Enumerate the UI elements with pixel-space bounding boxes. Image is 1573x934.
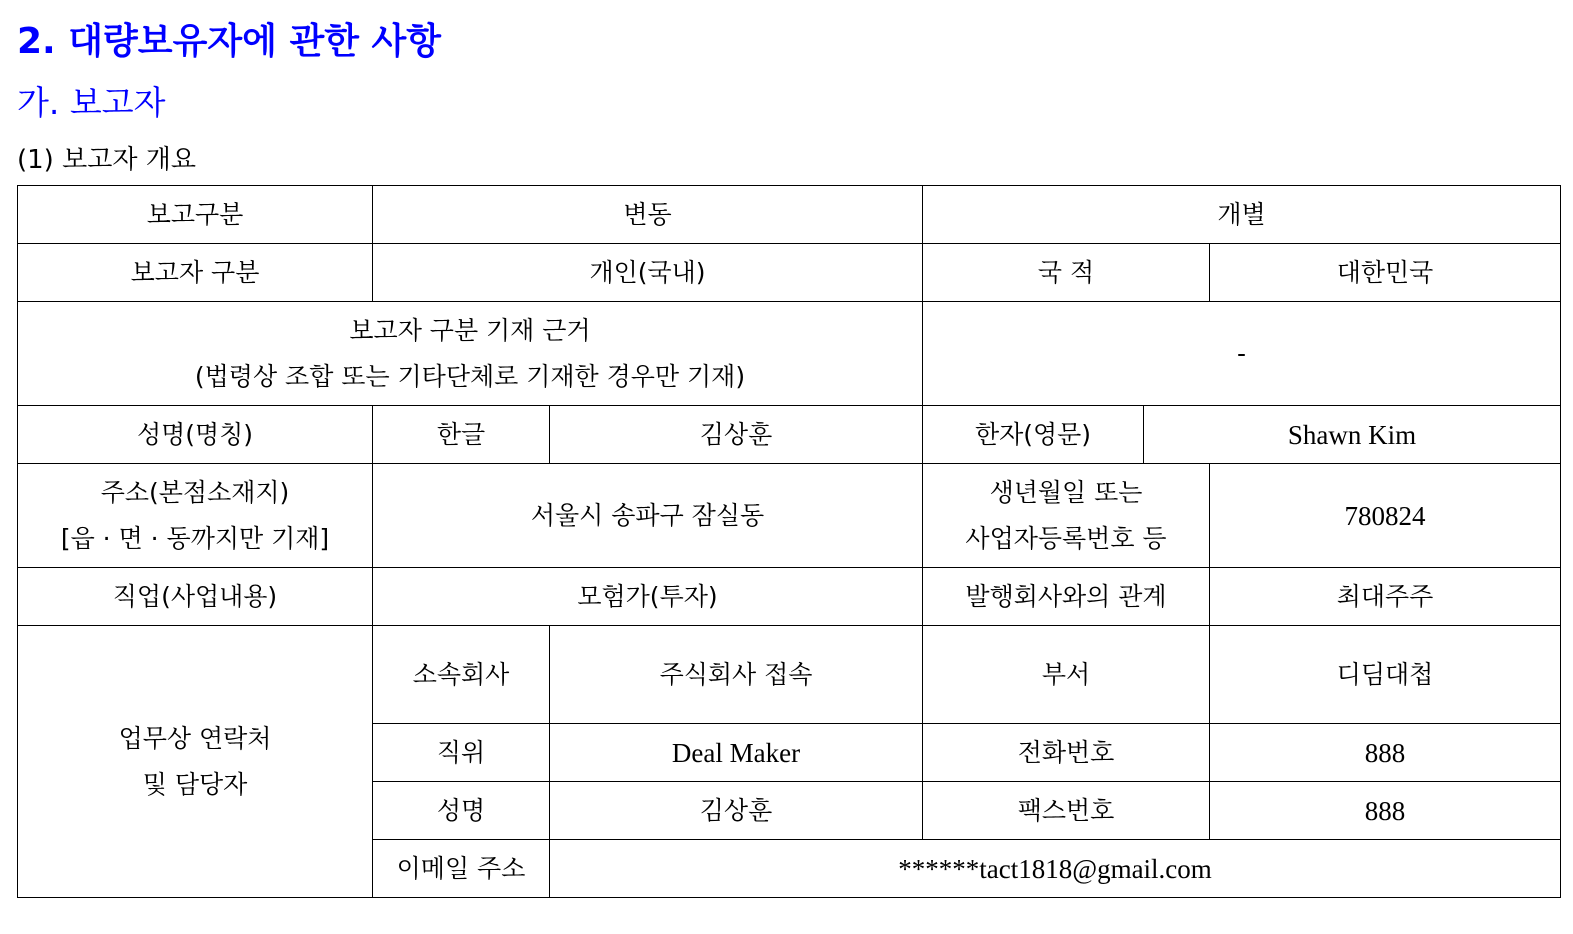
english-name: Shawn Kim <box>1144 406 1561 464</box>
korean-label: 한글 <box>373 406 550 464</box>
table-row <box>18 568 1561 626</box>
address-label-line2: [읍 · 면 · 동까지만 기재] <box>60 523 330 553</box>
table-row <box>18 186 1561 244</box>
address-label-line1: 주소(본점소재지) <box>100 477 290 507</box>
company-value: 주식회사 접속 <box>550 626 923 724</box>
table-row <box>18 244 1561 302</box>
contact-name-value: 김상훈 <box>550 782 923 840</box>
address-value: 서울시 송파구 잠실동 <box>373 464 923 568</box>
relation-label: 발행회사와의 관계 <box>923 568 1210 626</box>
contact-label-line1: 업무상 연락처 <box>118 723 272 753</box>
table-row <box>18 464 1561 568</box>
occupation-label: 직업(사업내용) <box>18 568 373 626</box>
basis-label-line1: 보고자 구분 기재 근거 <box>349 315 591 345</box>
company-label: 소속회사 <box>373 626 550 724</box>
contact-name-label: 성명 <box>373 782 550 840</box>
department-label: 부서 <box>923 626 1210 724</box>
table-row <box>18 626 1561 724</box>
basis-label <box>18 302 923 406</box>
fax-value: 888 <box>1210 782 1561 840</box>
nationality-value: 대한민국 <box>1210 244 1561 302</box>
phone-value: 888 <box>1210 724 1561 782</box>
report-type-change: 변동 <box>373 186 923 244</box>
address-label <box>18 464 373 568</box>
contact-label <box>18 626 373 898</box>
reporter-type-value: 개인(국내) <box>373 244 923 302</box>
table-title: (1) 보고자 개요 <box>17 145 196 175</box>
section-title: 2. 대량보유자에 관한 사항 <box>17 21 442 62</box>
email-label: 이메일 주소 <box>373 840 550 898</box>
phone-label: 전화번호 <box>923 724 1210 782</box>
subsection-title: 가. 보고자 <box>17 83 166 122</box>
fax-label: 팩스번호 <box>923 782 1210 840</box>
birth-label-line1: 생년월일 또는 <box>989 477 1143 507</box>
report-type-individual: 개별 <box>923 186 1561 244</box>
birth-label <box>923 464 1210 568</box>
relation-value: 최대주주 <box>1210 568 1561 626</box>
position-label: 직위 <box>373 724 550 782</box>
table-row <box>18 302 1561 406</box>
reporter-overview-table <box>17 185 1561 898</box>
korean-name: 김상훈 <box>550 406 923 464</box>
basis-label-line2: (법령상 조합 또는 기타단체로 기재한 경우만 기재) <box>194 361 746 391</box>
department-value: 디딤대첩 <box>1210 626 1561 724</box>
position-value: Deal Maker <box>550 724 923 782</box>
name-label: 성명(명칭) <box>18 406 373 464</box>
reporter-type-label: 보고자 구분 <box>18 244 373 302</box>
report-type-label: 보고구분 <box>18 186 373 244</box>
birth-label-line2: 사업자등록번호 등 <box>965 523 1167 553</box>
hanja-label: 한자(영문) <box>923 406 1144 464</box>
email-value: ******tact1818@gmail.com <box>550 840 1561 898</box>
basis-value: - <box>923 302 1561 406</box>
contact-label-line2: 및 담당자 <box>142 769 248 799</box>
nationality-label: 국 적 <box>923 244 1210 302</box>
birth-value: 780824 <box>1210 464 1561 568</box>
occupation-value: 모험가(투자) <box>373 568 923 626</box>
table-row <box>18 406 1561 464</box>
